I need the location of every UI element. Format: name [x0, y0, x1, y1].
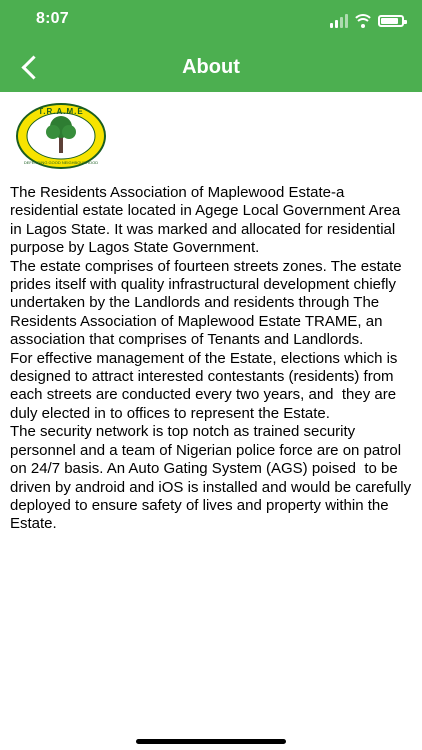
trame-logo	[14, 101, 108, 171]
battery-level	[381, 18, 398, 24]
wifi-icon	[354, 14, 372, 28]
status-bar	[0, 0, 422, 42]
logo-tagline: DEFENDING GOOD NEIGHBOURHOOD	[23, 160, 99, 165]
app-bar	[0, 42, 422, 92]
logo-label: T.R.A.M.E	[38, 107, 84, 116]
about-text: The Residents Association of Maplewood Estate-a residential estate located in Agege Local Government Area in Lagos State. It was marked and allocated for residential purpose by Lagos State Government. The estate comprises of fourteen streets zones. The estate prides itself with quality infrastructural development chiefly undertaken by the Landlords and residents through The Residents Association of Maplewood Estate TRAME, an association that comprises of Tenants and Landlords. For effective management of the Estate, elections which is designed to attract interested contestants (residents) from each streets are conducted every two years, and they are duly elected in to offices to represent the Estate. The security network is top notch as trained security personnel and a team of Nigerian police force are on patrol on 24/7 basis. An Auto Gating System (AGS) poised to be driven by android and iOS is installed and would be carefully deployed to ensure safety of lives and property within the Estate.	[10, 184, 412, 533]
home-indicator	[136, 739, 286, 744]
about-content	[10, 101, 414, 534]
battery-icon	[378, 15, 404, 27]
status-time: 8:07	[36, 10, 69, 27]
cellular-signal-icon	[330, 14, 348, 28]
page-title: About	[182, 56, 240, 78]
status-icons	[330, 12, 404, 30]
